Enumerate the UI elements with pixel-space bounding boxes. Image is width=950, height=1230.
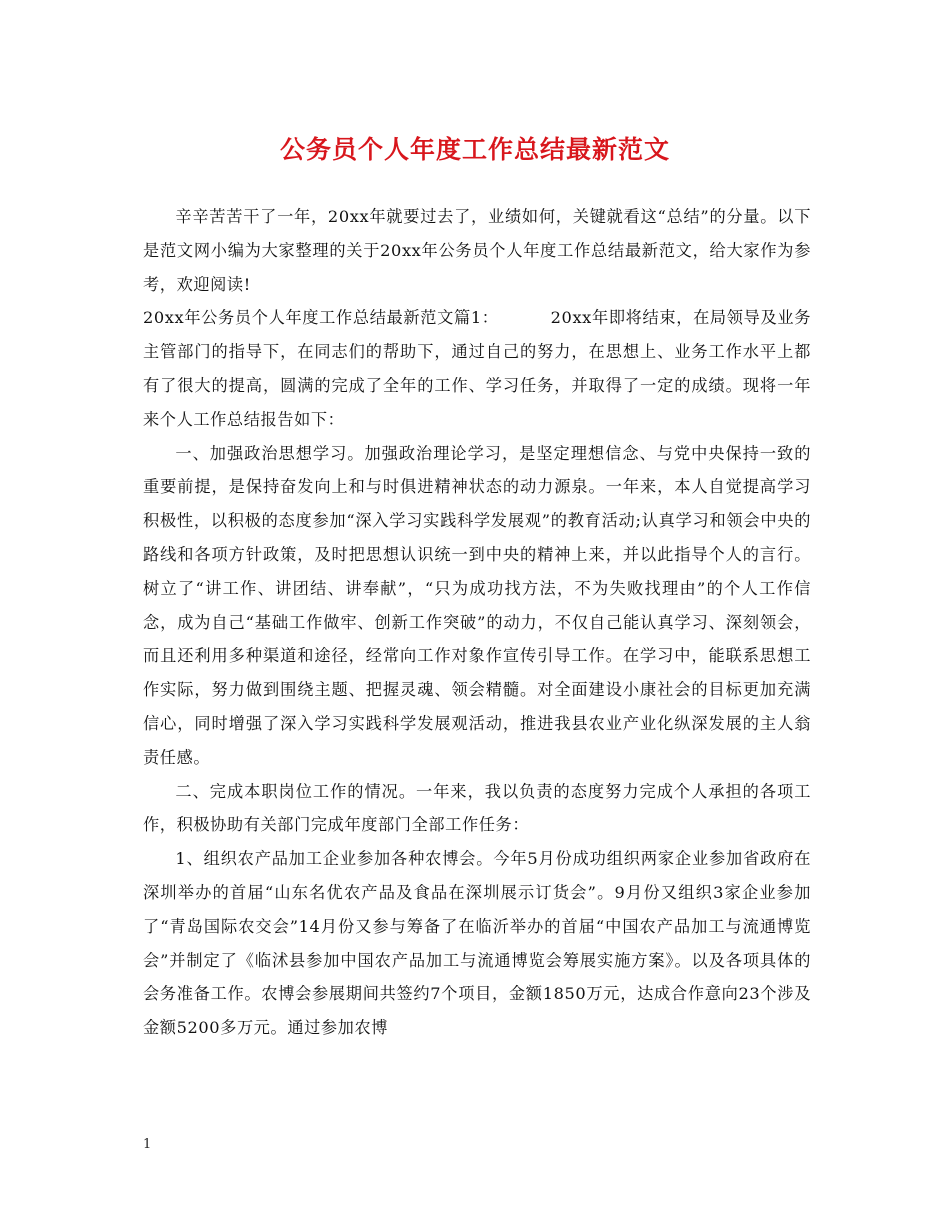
section-intro: 20xx年即将结束，在局领导及业务主管部门的指导下，在同志们的帮助下，通过自己的努力，在思想上、业务工作水平上都有了很大的提高，圆满的完成了全年的工作、学习任务，并取得了一定的成绩。现将一年来个人工作总结报告如下： [143, 308, 811, 429]
item1-paragraph: 1、组织农产品加工企业参加各种农博会。今年5月份成功组织两家企业参加省政府在深圳举办的首届“山东名优农产品及食品在深圳展示订货会”。9月份又组织3家企业参加了“青岛国际农交会”14月份又参与筹备了在临沂举办的首届“中国农产品加工与流通博览会”并制定了《临沭县参加中国农产品加工与流通博览会筹展实施方案》。以及各项具体的会务准备工作。农博会参展期间共签约7个项目，金额1850万元，达成合作意向23个涉及金额5200多万元。通过参加农博 [143, 849, 811, 1038]
part2-paragraph: 二、完成本职岗位工作的情况。一年来，我以负责的态度努力完成个人承担的各项工作，积极协助有关部门完成年度部门全部工作任务： [143, 781, 811, 835]
intro-paragraph: 辛辛苦苦干了一年，20xx年就要过去了，业绩如何，关键就看这“总结”的分量。以下是范文网小编为大家整理的关于20xx年公务员个人年度工作总结最新范文，给大家作为参考，欢迎阅读! [143, 207, 811, 294]
document-title: 公务员个人年度工作总结最新范文 [279, 135, 670, 164]
section-paragraph [143, 301, 811, 436]
section-heading: 20xx年公务员个人年度工作总结最新范文篇1： [143, 308, 499, 328]
page-number: 1 [143, 1137, 152, 1152]
document-body [143, 200, 811, 1045]
part1-paragraph: 一、加强政治思想学习。加强政治理论学习，是坚定理想信念、与党中央保持一致的重要前提，是保持奋发向上和与时俱进精神状态的动力源泉。一年来，本人自觉提高学习积极性，以积极的态度参加“深入学习实践科学发展观”的教育活动;认真学习和领会中央的路线和各项方针政策，及时把思想认识统一到中央的精神上来，并以此指导个人的言行。树立了“讲工作、讲团结、讲奉献”，“只为成功找方法，不为失败找理由”的个人工作信念，成为自己“基础工作做牢、创新工作突破”的动力，不仅自己能认真学习、深刻领会，而且还利用多种渠道和途径，经常向工作对象作宣传引导工作。在学习中，能联系思想工作实际，努力做到围绕主题、把握灵魂、领会精髓。对全面建设小康社会的目标更加充满信心，同时增强了深入学习实践科学发展观活动，推进我县农业产业化纵深发展的主人翁责任感。 [143, 443, 811, 767]
